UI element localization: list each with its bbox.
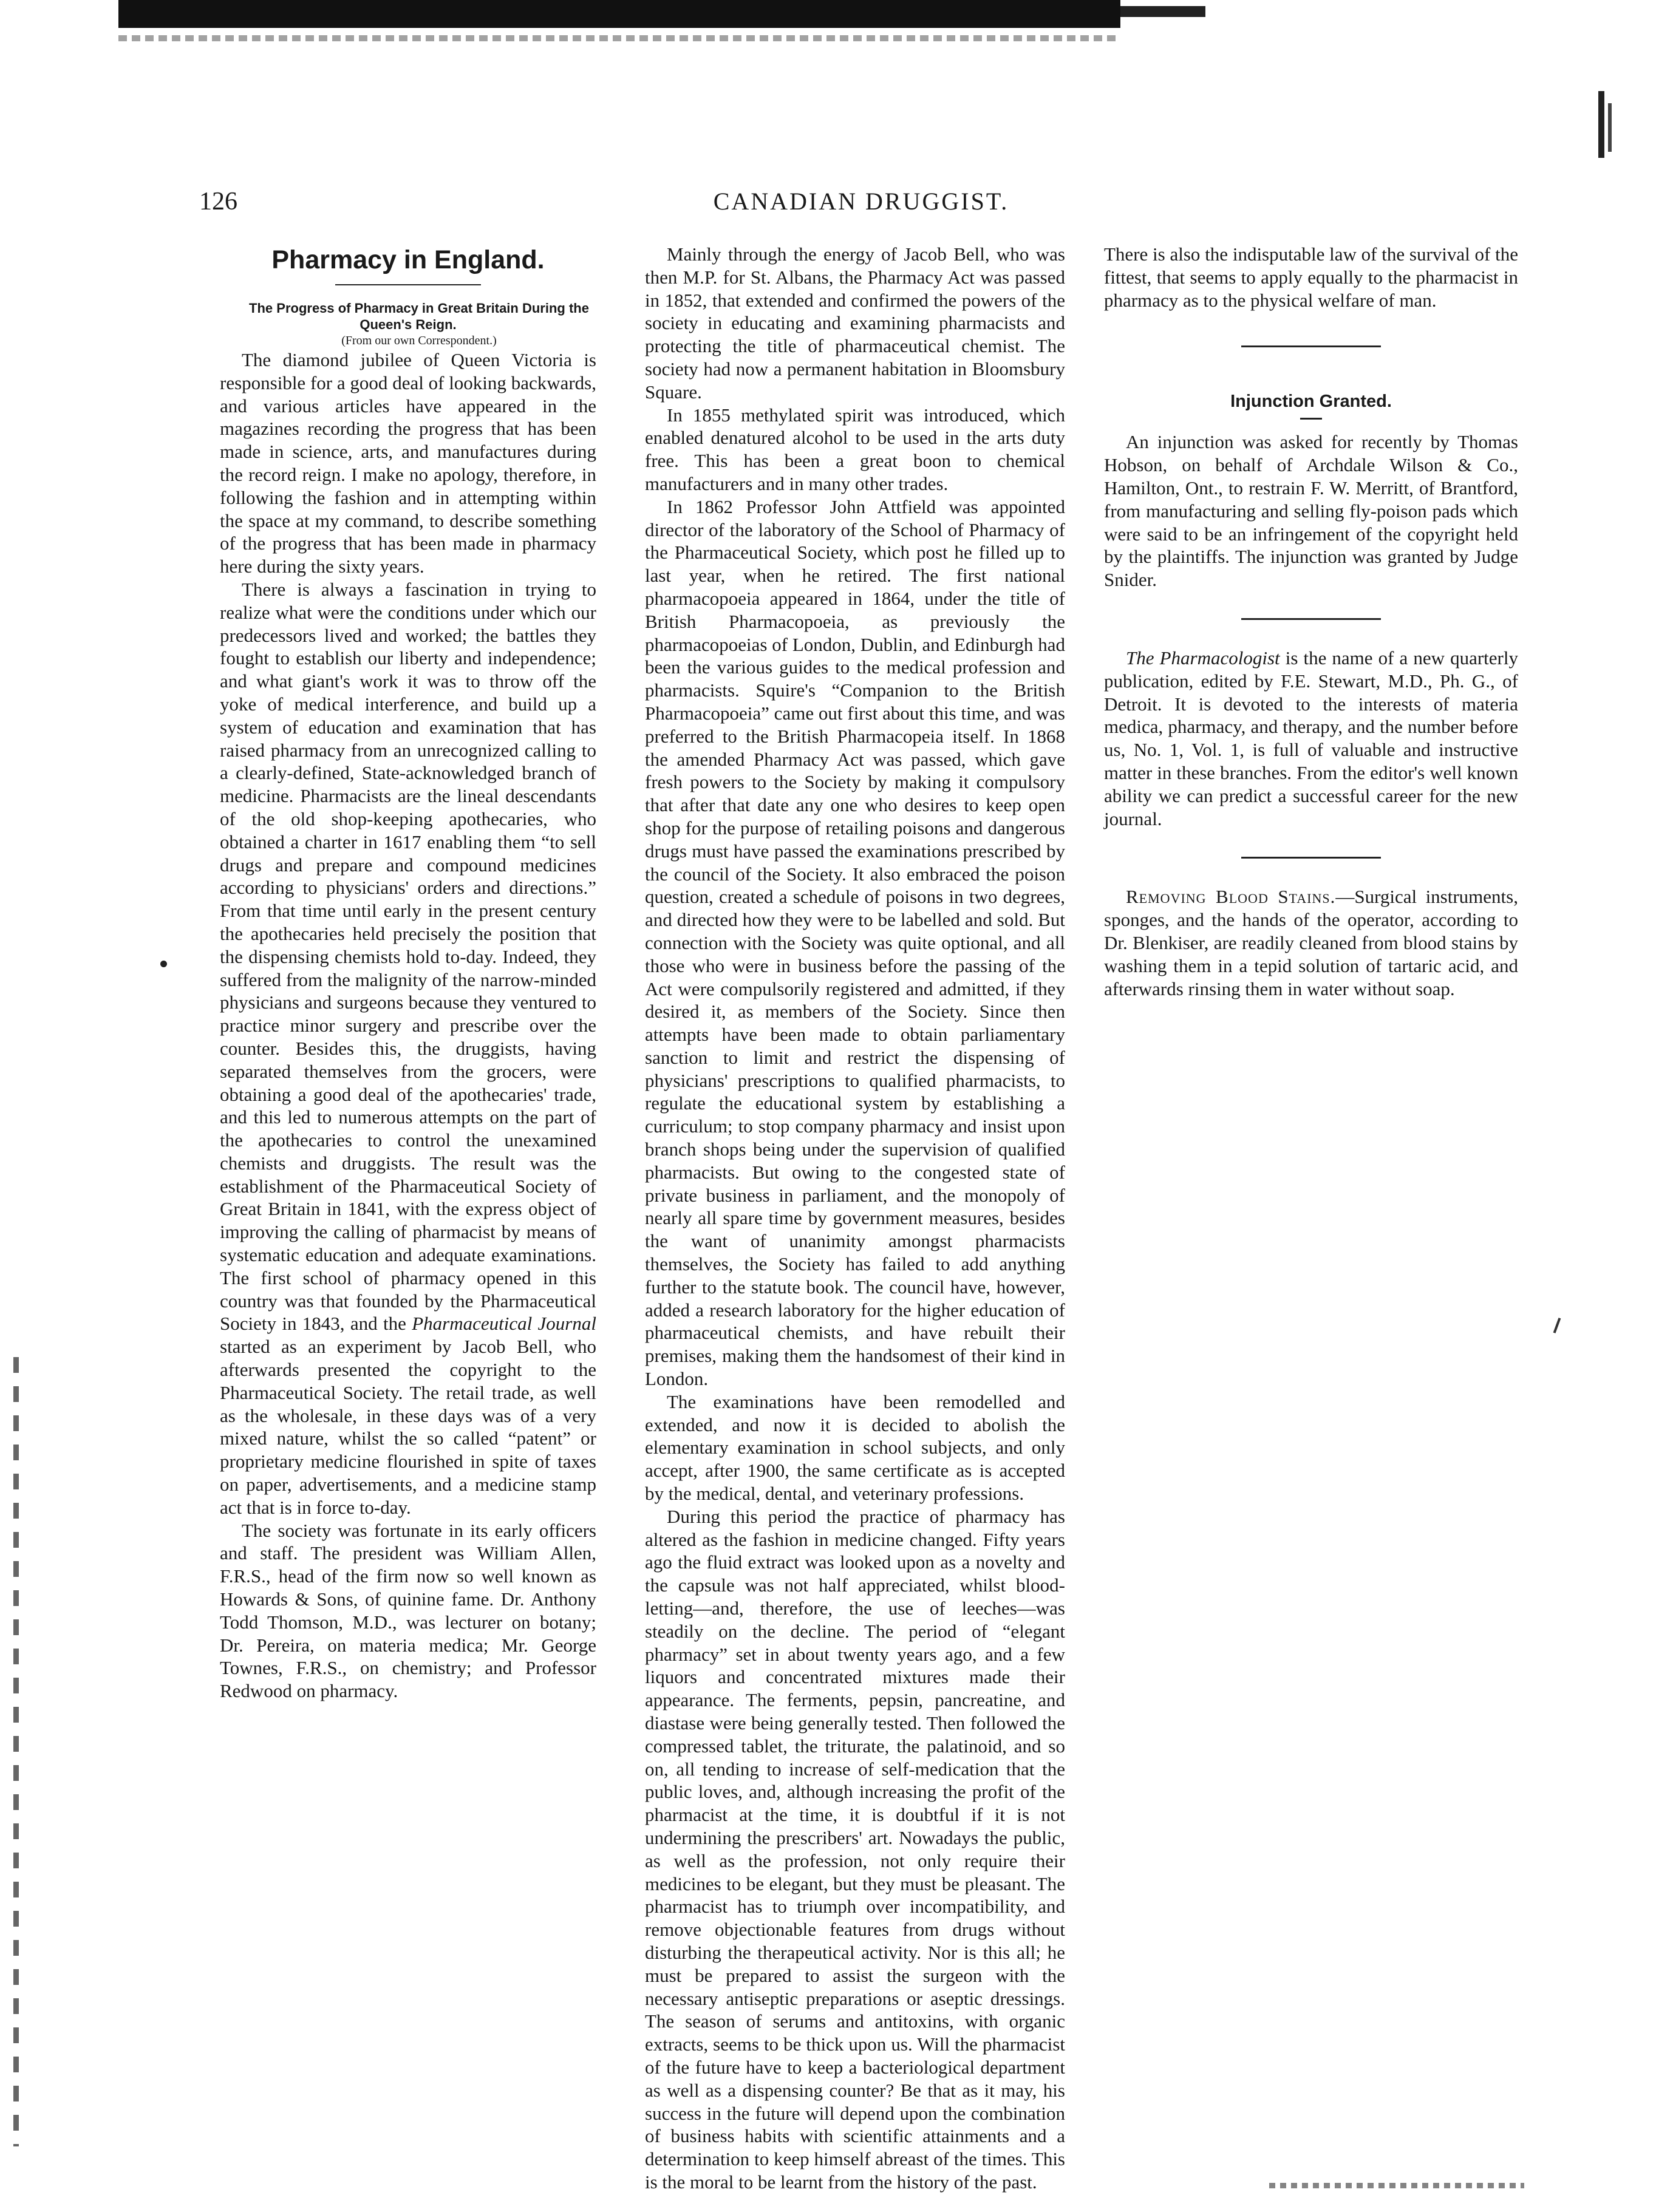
article-title: Pharmacy in England. bbox=[271, 245, 545, 274]
blood-stains-text: —Surgical instruments, sponges, and the hands of the operator, according to Dr. Blenkiser, are readily cleaned from blood stains by washing them in a tepid solution of tartaric acid, and afterwards rinsing them in water without soap. bbox=[1104, 886, 1518, 999]
scan-top-border-tail bbox=[1120, 6, 1205, 17]
journal-title: Pharmaceutical Journal bbox=[412, 1313, 596, 1335]
scan-top-smear bbox=[118, 35, 1120, 41]
pharmacologist-text: is the name of a new quarterly publication, edited by F.E. Stewart, M.D., Ph. G., of Detroit. It is devoted to the interests of materia medica, pharmacy, and therapy, and the number before us, No. 1, Vol. 1, is full of valuable and instructive matter in these branches. From the editor's well known ability we can predict a successful career for the new journal. bbox=[1104, 647, 1518, 829]
pharmacologist-paragraph bbox=[1104, 647, 1518, 830]
blood-stains-paragraph bbox=[1104, 885, 1518, 1000]
pharmacologist-title: The Pharmacologist bbox=[1126, 647, 1280, 669]
scan-top-border bbox=[118, 0, 1120, 28]
page-header bbox=[199, 187, 1523, 223]
scan-right-mark bbox=[1598, 91, 1604, 158]
paragraph-8-continued: There is also the indisputable law of the survival of the fittest, that seems to apply equally to the pharmacist in pharmacy as to the physical welfare of man. bbox=[1104, 243, 1518, 311]
paragraph-4: Mainly through the energy of Jacob Bell, who was then M.P. for St. Albans, the Pharmacy Act was passed in 1852, that extended and confirmed the powers of the society in educating and examining pharmacists and protecting the title of pharmaceutical chemist. The society had now a permanent habitation in Bloomsbury Square. bbox=[645, 243, 1065, 403]
paragraph-3: The society was fortunate in its early officers and staff. The president was William Allen, F.R.S., head of the firm now so well known as Howards & Sons, of quinine fame. Dr. Anthony Todd Thomson, M.D., was lecturer on botany; Dr. Pereira, on materia medica; Mr. George Townes, F.R.S., on chemistry; and Professor Redwood on pharmacy. bbox=[220, 1519, 596, 1702]
paragraph-2-end: started as an experiment by Jacob Bell, who afterwards presented the copyright to the Pharmaceutical Society. The retail trade, as well as the wholesale, in these days was of a very mixed nature, whilst the so called “patent” or proprietary medicine flourished in spite of taxes on paper, advertisements, and a medicine stamp act that is in force to-day. bbox=[220, 1336, 596, 1518]
paragraph-2 bbox=[220, 578, 596, 1519]
paragraph-8: During this period the practice of pharmacy has altered as the fashion in medicine changed. Fifty years ago the fluid extract was looked upon as a novelty and the capsule was not half appreciated, whilst blood-letting—and, therefore, the use of leeches—was steadily on the decline. The period of “elegant pharmacy” set in about twenty years ago, and a few liquors and concentrated mixtures made their appearance. The ferments, pepsin, pancreatine, and diastase were being generally tested. Then followed the compressed tablet, the triturate, the palatinoid, and so on, all tending to increase of self-medication that the public loves, and, although increasing the profit of the pharmacist at the time, it is doubtful if it is not undermining the prescribers' art. Nowadays the public, as well as the profession, not only require their medicines to be elegant, but they must be pleasant. The pharmacist has to triumph over incompatibility, and remove objectionable features from drugs without disturbing the therapeutical activity. Nor is this all; he must be prepared to assist the surgeon with the necessary antiseptic preparations or aseptic dressings. The season of serums and antitoxins, with organic extracts, seems to be thick upon us. Will the pharmacist of the future have to keep a bacteriological department as well as a dispensing counter? Be that as it may, his success in the future will depend upon the combination of business habits with scientific attainments and a determination to keep himself abreast of the times. This is the moral to be learnt from the history of the past. bbox=[645, 1505, 1065, 2193]
page-number: 126 bbox=[199, 188, 237, 216]
paragraph-2-text: There is always a fascination in trying to realize what were the conditions under which our predecessors lived and worked; the battles they fought to establish our liberty and independence; and what giant's work it was to throw off the yoke of medical interference, and build up a system of education and examination that has raised pharmacy from an unrecognized calling to a clearly-defined, State-acknowledged branch of medicine. Pharmacists are the lineal descendants of the old shop-keeping apothecaries, who obtained a charter in 1617 enabling them “to sell drugs and prepare and compound medicines according to physicians' orders and directions.” From that time until early in the present century the apothecaries held precisely the position that the dispensing chemists hold to-day. Indeed, they suffered from the malignity of the narrow-minded physicians and surgeons because they ventured to practice minor surgery and prescribe over the counter. Besides this, the druggists, having separated themselves from the grocers, were obtaining a good deal of the apothecaries' trade, and this led to numerous attempts on the part of the apothecaries to control the unexamined chemists and druggists. The result was the establishment of the Pharmaceutical Society of Great Britain in 1841, with the express object of improving the calling of pharmacist by means of systematic education and adequate examinations. The first school of pharmacy opened in this country was that founded by the Pharmaceutical Society in 1843, and the bbox=[220, 578, 596, 1335]
article-subtitle: The Progress of Pharmacy in Great Britain During the Queen's Reign. bbox=[249, 301, 589, 332]
scan-slash-mark bbox=[1553, 1318, 1561, 1333]
scan-left-edge bbox=[13, 1357, 19, 2146]
blood-stains-heading: Removing Blood Stains. bbox=[1126, 886, 1336, 908]
short-rule bbox=[1300, 418, 1322, 420]
section-rule bbox=[1241, 857, 1381, 859]
paragraph-1: The diamond jubilee of Queen Victoria is responsible for a good deal of looking backwards, and various articles have appeared in the magazines recording the progress that has been made in science, arts, and manufactures during the record reign. I make no apology, therefore, in following the fashion and in attempting within the space at my command, to describe something of the progress that has been made in pharmacy here during the sixty years. bbox=[220, 349, 596, 577]
scan-right-mark-secondary bbox=[1608, 103, 1612, 152]
column-2 bbox=[645, 243, 1065, 2194]
column-3 bbox=[1104, 243, 1518, 1000]
section-rule bbox=[1241, 618, 1381, 620]
title-rule bbox=[335, 284, 481, 285]
paragraph-6: In 1862 Professor John Attfield was appointed director of the laboratory of the School of Pharmacy of the Pharmaceutical Society, which post he filled up to last year, when he retired. The first national pharmacopoeia appeared in 1864, under the title of British Pharmacopoeia, as previously the pharmacopoeias of London, Dublin, and Edinburgh had been the various guides to the medical profession and pharmacists. Squire's “Companion to the British Pharmacopoeia” came out first about this time, and was preferred to the British Pharmacopeia itself. In 1868 the amended Pharmacy Act was passed, which gave fresh powers to the Society by making it compulsory that after that date any one who desires to keep open shop for the purpose of retailing poisons and dangerous drugs must have passed the examinations prescribed by the council of the Society. It also embraced the poison question, created a schedule of poisons in two degrees, and directed how they were to be labelled and sold. But connection with the Society was quite optional, and all those who were in business before the passing of the Act were compulsorily registered and admitted, if they desired it, as members of the Society. Since then attempts have been made to obtain parliamentary sanction to limit and restrict the dispensing of physicians' prescriptions to qualified pharmacists, to regulate the educational system by establishing a curriculum; to stop company pharmacy and insist upon branch shops being under the supervision of qualified pharmacists. But owing to the congested state of private business in parliament, and the monopoly of nearly all spare time by government measures, besides the want of unanimity amongst pharmacists themselves, the Society has failed to add anything further to the statute book. The council have, however, added a research laboratory for the higher education of pharmaceutical chemists, and have rebuilt their premises, making them the handsomest of their kind in London. bbox=[645, 495, 1065, 1390]
section-rule bbox=[1241, 345, 1381, 347]
paragraph-7: The examinations have been remodelled and extended, and now it is decided to abolish the elementary examination in school subjects, and only accept, after 1900, the same certificate as is accepted by the medical, dental, and veterinary professions. bbox=[645, 1390, 1065, 1505]
column-1 bbox=[220, 243, 596, 1703]
scan-dot-mark bbox=[160, 961, 167, 967]
running-title: CANADIAN DRUGGIST. bbox=[713, 188, 1009, 215]
paragraph-5: In 1855 methylated spirit was introduced, which enabled denatured alcohol to be used in the arts duty free. This has been a great boon to chemical manufacturers and in many other trades. bbox=[645, 404, 1065, 494]
injunction-title: Injunction Granted. bbox=[1230, 392, 1392, 412]
source-note: (From our own Correspondent.) bbox=[341, 334, 497, 347]
injunction-paragraph: An injunction was asked for recently by Thomas Hobson, on behalf of Archdale Wilson & Co., Hamilton, Ont., to restrain F. W. Merritt, of Brantford, from manufacturing and selling fly-poison pads which were said to be an infringement of the copyright held by the plaintiffs. The injunction was granted by Judge Snider. bbox=[1104, 431, 1518, 591]
scan-bottom-smear bbox=[1269, 2183, 1524, 2188]
